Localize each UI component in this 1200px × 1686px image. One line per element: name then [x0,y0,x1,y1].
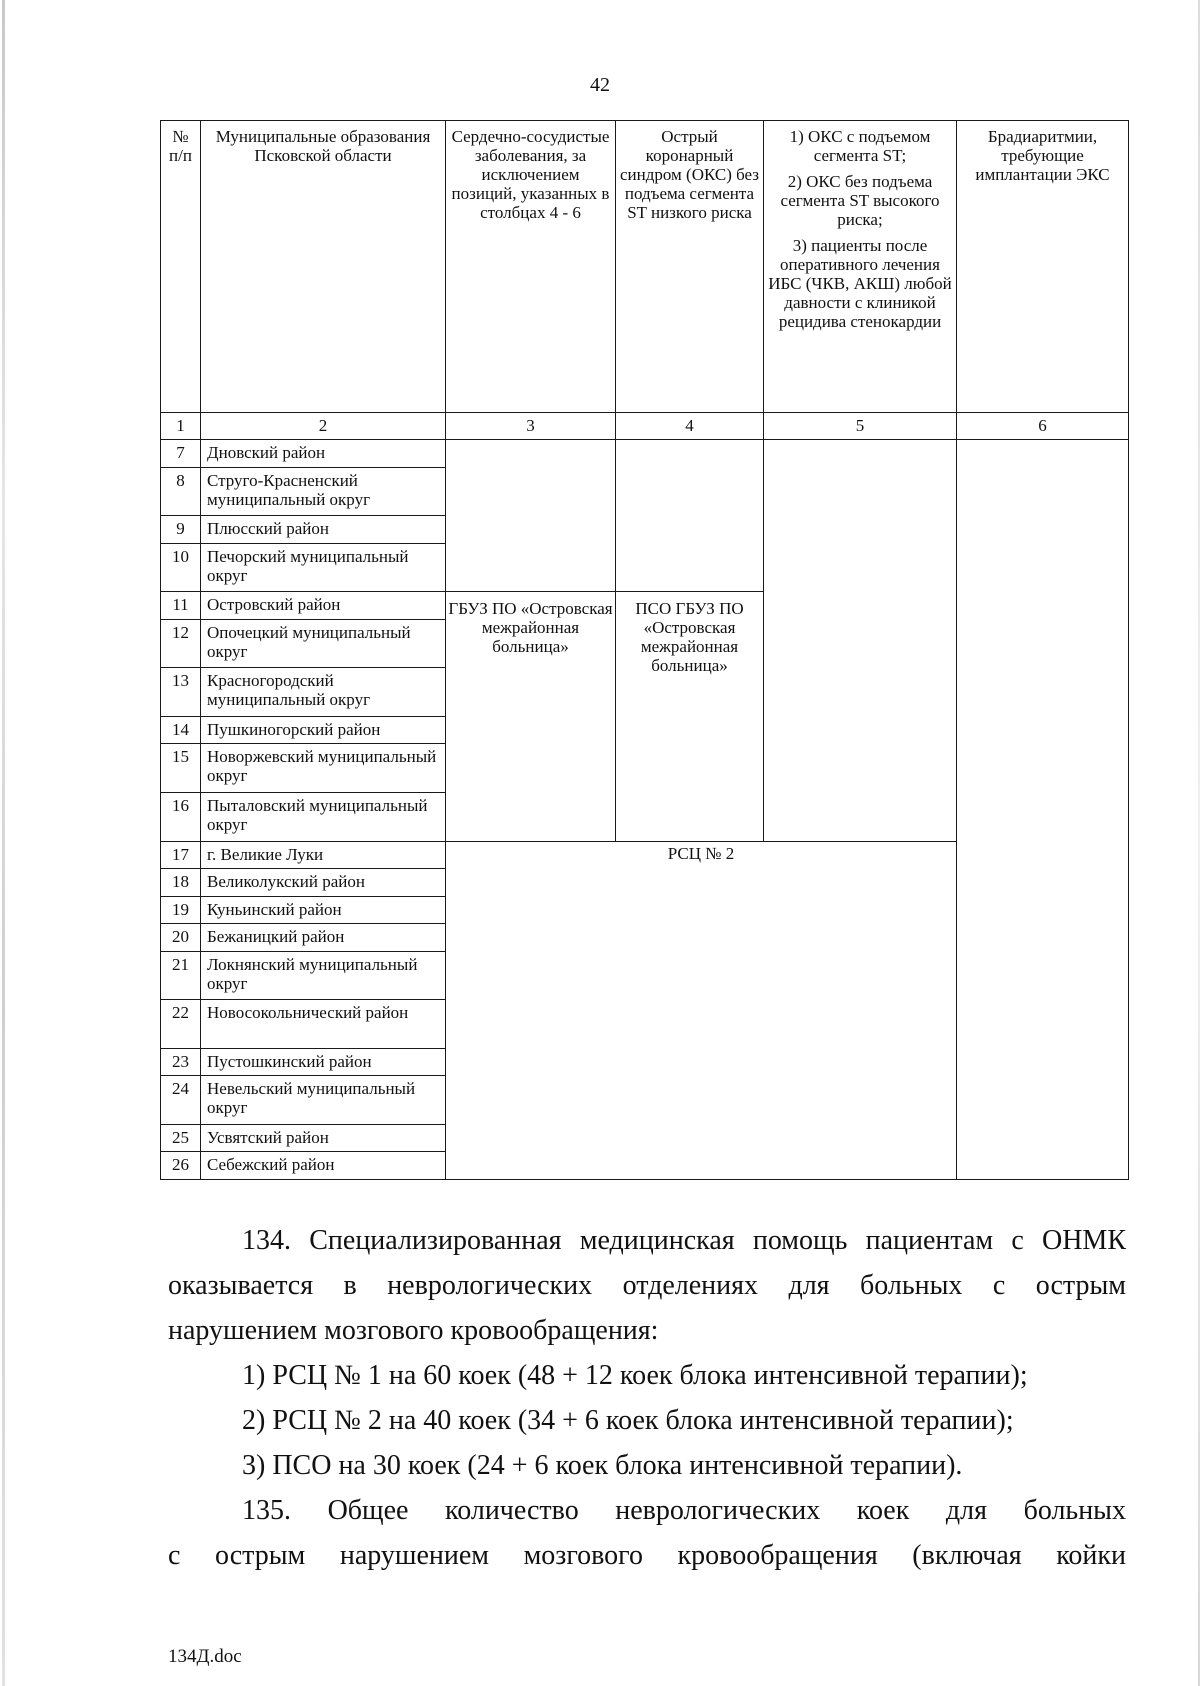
header-bradyarrhythmia: Брадиаритмии, требующие имплантации ЭКС [957,121,1129,413]
row-number: 16 [161,793,201,842]
header-number: № п/п [161,121,201,413]
municipality-name: Невельский муниципальный округ [201,1076,446,1125]
municipality-name: Красногородский муниципальный округ [201,668,446,717]
paragraph-134-line-1: 134. Специализированная медицинская помощь пациентам с ОНМК [242,1225,1126,1256]
row-number: 17 [161,841,201,868]
row-number: 24 [161,1076,201,1125]
row-number: 18 [161,869,201,896]
column-number: 2 [201,412,446,439]
column-number: 1 [161,412,201,439]
municipality-name: Островский район [201,592,446,619]
ostrov-pso-cell: ПСО ГБУЗ ПО «Островская межрайонная больница» [616,592,764,841]
scan-edge-left [2,0,5,1686]
municipality-name: Плюсский район [201,516,446,543]
row-number: 10 [161,543,201,592]
row-number: 14 [161,717,201,744]
row-number: 12 [161,619,201,668]
row-number: 19 [161,896,201,923]
empty-cell-col4 [616,440,764,592]
municipality-name: Бежаницкий район [201,924,446,951]
page-number: 42 [590,74,610,96]
municipality-name: Локнянский муниципальный округ [201,951,446,1000]
municipality-name: Новосокольнический район [201,1000,446,1049]
row-number: 26 [161,1152,201,1180]
municipality-name: Струго-Красненский муниципальный округ [201,467,446,516]
municipality-name: Себежский район [201,1152,446,1180]
table-header-row [161,121,1129,413]
row-number: 20 [161,924,201,951]
footer-filename: 134Д.doc [168,1646,242,1667]
column-number: 3 [446,412,616,439]
row-number: 23 [161,1048,201,1075]
municipality-name: Великолукский район [201,869,446,896]
municipality-name: Куньинский район [201,896,446,923]
paragraph-134-line-3: нарушением мозгового кровообращения: [168,1315,659,1346]
body-text [168,1218,1126,1578]
hospital-routing-table [160,120,1129,1180]
municipality-name: Пушкиногорский район [201,717,446,744]
row-number: 7 [161,440,201,467]
row-number: 21 [161,951,201,1000]
municipality-name: Опочецкий муниципальный округ [201,619,446,668]
list-item-1: 1) РСЦ № 1 на 60 коек (48 + 12 коек блока интенсивной терапии); [242,1360,1028,1391]
column-number: 4 [616,412,764,439]
header-c5-line-1: 1) ОКС с подъемом сегмента ST; [789,127,931,165]
municipality-name: Печорский муниципальный округ [201,543,446,592]
header-c5-line-3: 3) пациенты после оперативного лечения ИБС (ЧКВ, АКШ) любой давности с клиникой рецидива стенокардии [768,236,952,331]
empty-cell-col5 [764,440,957,842]
rsc-2-cell: РСЦ № 2 [446,841,957,1179]
column-number: 5 [764,412,957,439]
header-c5-line-2: 2) ОКС без подъема сегмента ST высокого риска; [780,172,940,229]
row-number: 13 [161,668,201,717]
row-number: 22 [161,1000,201,1049]
table-row [161,440,1129,467]
row-number: 9 [161,516,201,543]
list-item-2: 2) РСЦ № 2 на 40 коек (34 + 6 коек блока интенсивной терапии); [242,1405,1014,1436]
municipality-name: Новоржевский муниципальный округ [201,744,446,793]
header-acs-low-risk: Острый коронарный синдром (ОКС) без подъема сегмента ST низкого риска [616,121,764,413]
municipality-name: Пыталовский муниципальный округ [201,793,446,842]
list-item-3: 3) ПСО на 30 коек (24 + 6 коек блока интенсивной терапии). [242,1450,963,1481]
row-number: 15 [161,744,201,793]
ostrov-hospital-cell: ГБУЗ ПО «Островская межрайонная больница» [446,592,616,841]
municipality-name: Усвятский район [201,1124,446,1151]
paragraph-135-line-1: 135. Общее количество неврологических коек для больных [242,1495,1126,1526]
row-number: 8 [161,467,201,516]
row-number: 25 [161,1124,201,1151]
header-cardiovascular: Сердечно-сосудистые заболевания, за исключением позиций, указанных в столбцах 4 - 6 [446,121,616,413]
column-number-row [161,412,1129,439]
row-number: 11 [161,592,201,619]
header-municipality: Муниципальные образования Псковской области [201,121,446,413]
empty-cell-col3 [446,440,616,592]
municipality-name: Пустошкинский район [201,1048,446,1075]
municipality-name: г. Великие Луки [201,841,446,868]
municipality-name: Дновский район [201,440,446,467]
column-number: 6 [957,412,1129,439]
paragraph-134-line-2: оказывается в неврологических отделениях для больных с острым [168,1270,1126,1301]
empty-cell-col6 [957,440,1129,1180]
paragraph-135-line-2: с острым нарушением мозгового кровообращения (включая койки [168,1540,1126,1571]
header-acs-high-risk [764,121,957,413]
